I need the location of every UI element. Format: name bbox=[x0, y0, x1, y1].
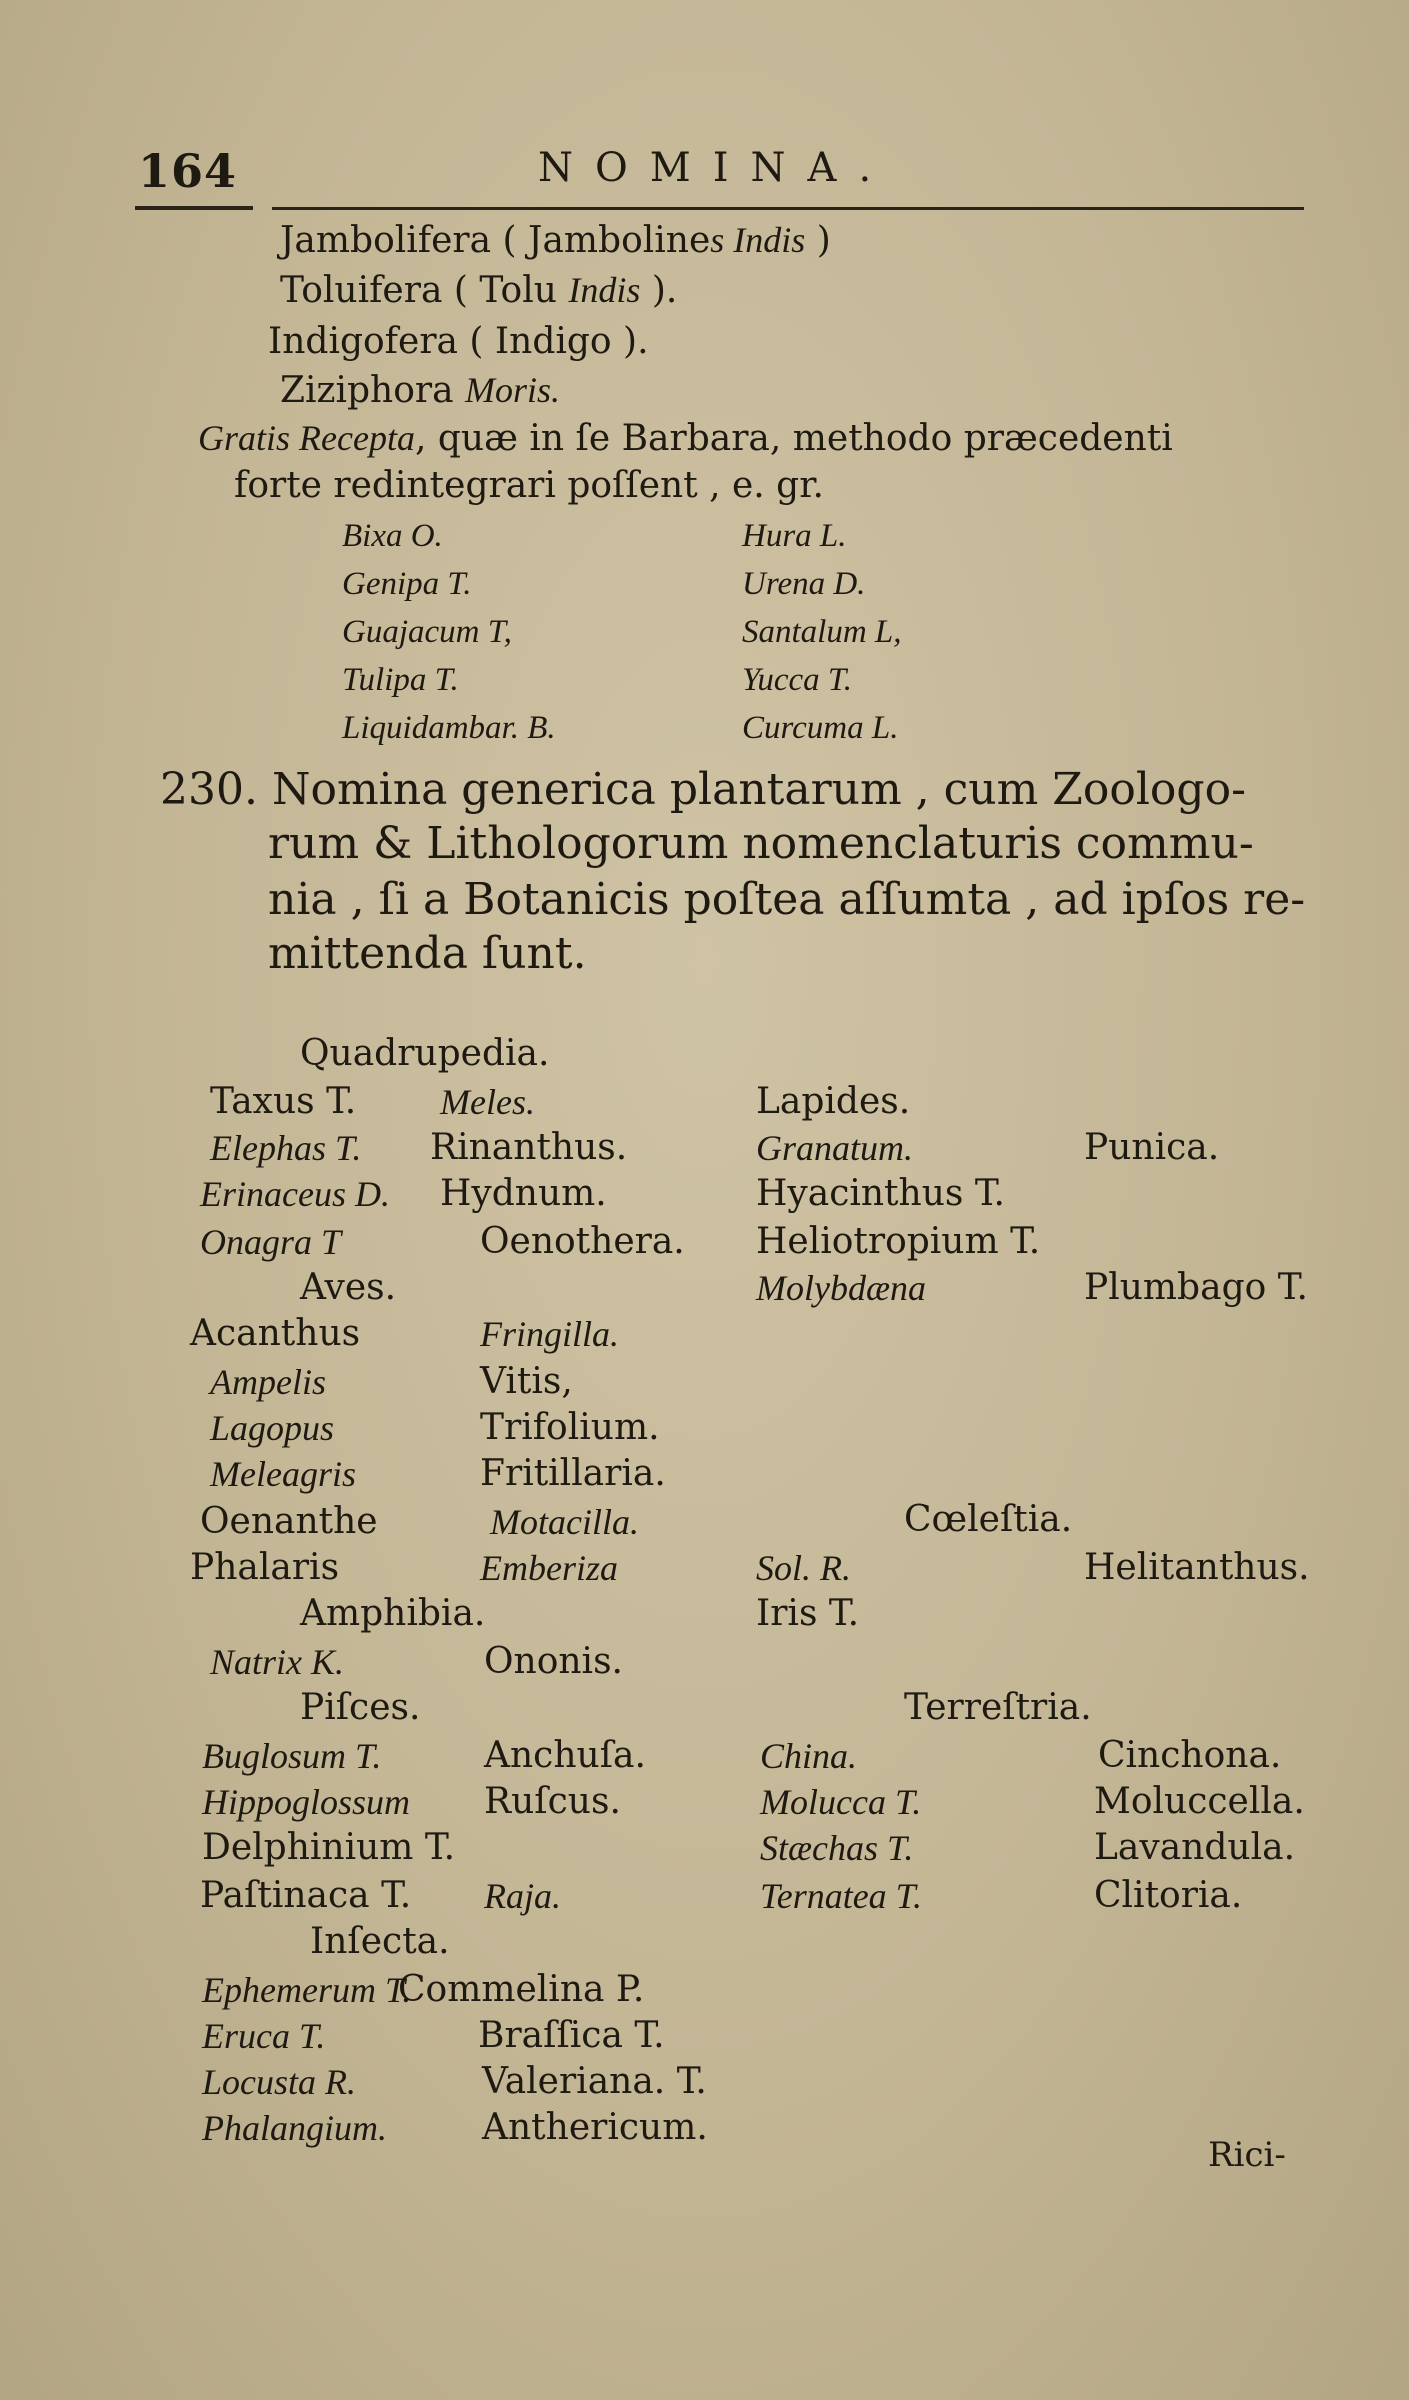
entry-animal: Elephas T. bbox=[210, 1128, 362, 1168]
gratis-pair-left: Tulipa T. bbox=[342, 662, 459, 698]
list-line-4 bbox=[280, 372, 560, 409]
entry-terrestrial: Ternatea T. bbox=[760, 1876, 923, 1916]
entry-plant: Cinchona. bbox=[1098, 1735, 1282, 1776]
heading-aves: Aves. bbox=[300, 1267, 397, 1308]
entry-terrestrial: China. bbox=[760, 1736, 858, 1776]
section-230-line-3: nia , ſi a Botanicis poſtea aſſumta , ad ipſos re- bbox=[268, 874, 1306, 925]
page-number: 164 bbox=[138, 144, 238, 198]
entry-animal: Erinaceus D. bbox=[200, 1174, 390, 1214]
gratis-pair-left: Bixa O. bbox=[342, 518, 443, 554]
entry-animal: Natrix K. bbox=[210, 1642, 345, 1682]
entry-plant: Raja. bbox=[484, 1876, 561, 1916]
entry-mineral: Granatum. bbox=[756, 1128, 914, 1168]
entry-plant: Anthericum. bbox=[482, 2107, 708, 2148]
list-line-3-roman: Indigofera ( Indigo ). bbox=[268, 321, 649, 362]
header-rule bbox=[272, 207, 1304, 210]
list-line-4-roman: Ziziphora bbox=[280, 370, 466, 411]
list-line-4-italic: Moris. bbox=[465, 370, 561, 410]
section-230-line-2: rum & Lithologorum nomenclaturis commu- bbox=[268, 818, 1254, 869]
entry-plant: Ononis. bbox=[484, 1641, 623, 1682]
heading-quadrupedia: Quadrupedia. bbox=[300, 1033, 550, 1074]
gratis-line-1 bbox=[198, 420, 1173, 457]
entry-plant: Lavandula. bbox=[1094, 1827, 1296, 1868]
entry-plant: Moluccella. bbox=[1094, 1781, 1305, 1822]
entry-plant: Anchuſa. bbox=[484, 1735, 646, 1776]
entry-terrestrial: Molucca T. bbox=[760, 1782, 922, 1822]
list-line-3 bbox=[268, 321, 649, 362]
entry-animal: Onagra T bbox=[200, 1222, 342, 1262]
entry-plant: Emberiza bbox=[480, 1548, 618, 1588]
entry-plant: Oenothera. bbox=[480, 1221, 685, 1262]
gratis-pair-left: Genipa T. bbox=[342, 566, 472, 602]
entry-animal: Paſtinaca T. bbox=[200, 1875, 412, 1916]
heading-amphibia: Amphibia. bbox=[300, 1593, 486, 1634]
entry-plant: Motacilla. bbox=[490, 1502, 639, 1542]
list-line-2-italic: Indis bbox=[568, 270, 641, 310]
entry-plant: Hydnum. bbox=[440, 1173, 607, 1214]
entry-plant: Ruſcus. bbox=[484, 1781, 621, 1822]
heading-terrestria: Terreſtria. bbox=[904, 1687, 1092, 1728]
catchword: Rici- bbox=[1208, 2135, 1286, 2175]
entry-celestial: Iris T. bbox=[756, 1593, 860, 1634]
entry-plant: Plumbago T. bbox=[1084, 1267, 1308, 1308]
entry-animal: Buglosum T. bbox=[202, 1736, 382, 1776]
gratis-pair-left: Guajacum T, bbox=[342, 614, 512, 650]
entry-plant: Fritillaria. bbox=[480, 1453, 666, 1494]
entry-plant: Commelina P. bbox=[398, 1969, 645, 2010]
entry-animal: Hippoglossum bbox=[202, 1782, 411, 1822]
entry-animal: Locusta R. bbox=[202, 2062, 357, 2102]
entry-animal: Ephemerum T. bbox=[202, 1970, 412, 2010]
entry-animal: Ampelis bbox=[210, 1362, 326, 1402]
heading-coelestia: Cœleſtia. bbox=[904, 1499, 1073, 1540]
list-line-2 bbox=[280, 272, 677, 309]
entry-animal: Taxus T. bbox=[210, 1081, 357, 1122]
list-line-2-tail: ). bbox=[640, 270, 678, 311]
entry-plant: Fringilla. bbox=[480, 1314, 620, 1354]
entry-plant: Vitis, bbox=[480, 1361, 573, 1402]
heading-insecta: Inſecta. bbox=[310, 1921, 450, 1962]
entry-celestial: Sol. R. bbox=[756, 1548, 851, 1588]
list-line-1 bbox=[280, 222, 831, 259]
entry-animal: Delphinium T. bbox=[202, 1827, 456, 1868]
gratis-pair-right: Curcuma L. bbox=[742, 710, 899, 746]
entry-plant: Valeriana. T. bbox=[482, 2061, 707, 2102]
running-title: NOMINA. bbox=[538, 145, 894, 191]
section-230-line-4: mittenda ſunt. bbox=[268, 928, 587, 979]
list-line-1-italic: s Indis bbox=[710, 220, 806, 260]
gratis-pair-left: Liquidambar. B. bbox=[342, 710, 556, 746]
entry-animal: Meleagris bbox=[210, 1454, 356, 1494]
list-line-1-tail: ) bbox=[805, 220, 831, 261]
gratis-pair-right: Urena D. bbox=[742, 566, 866, 602]
gratis-pair-right: Santalum L, bbox=[742, 614, 902, 650]
entry-mineral: Heliotropium T. bbox=[756, 1221, 1041, 1262]
entry-plant: Meles. bbox=[440, 1082, 535, 1122]
entry-plant: Clitoria. bbox=[1094, 1875, 1243, 1916]
entry-terrestrial: Stæchas T. bbox=[760, 1828, 914, 1868]
entry-animal: Phalangium. bbox=[202, 2108, 387, 2148]
entry-animal: Phalaris bbox=[190, 1547, 340, 1588]
entry-plant: Braſſica T. bbox=[478, 2015, 665, 2056]
gratis-pair-right: Yucca T. bbox=[742, 662, 853, 698]
entry-plant: Rinanthus. bbox=[430, 1127, 628, 1168]
heading-lapides: Lapides. bbox=[756, 1081, 911, 1122]
section-230-line-1: 230. Nomina generica plantarum , cum Zoologo- bbox=[160, 764, 1246, 815]
entry-plant: Helitanthus. bbox=[1084, 1547, 1310, 1588]
header-rule-left bbox=[135, 206, 253, 210]
entry-animal: Oenanthe bbox=[200, 1501, 378, 1542]
list-line-1-roman: Jambolifera ( Jamboline bbox=[280, 220, 711, 261]
gratis-rest: , quæ in ſe Barbara, methodo præcedenti bbox=[414, 418, 1173, 459]
entry-plant: Punica. bbox=[1084, 1127, 1220, 1168]
gratis-line-2: forte redintegrari poſſent , e. gr. bbox=[234, 465, 824, 506]
heading-pisces: Piſces. bbox=[300, 1687, 421, 1728]
entry-animal: Acanthus bbox=[190, 1313, 361, 1354]
entry-animal: Lagopus bbox=[210, 1408, 335, 1448]
entry-animal: Eruca T. bbox=[202, 2016, 326, 2056]
entry-plant: Trifolium. bbox=[480, 1407, 660, 1448]
list-line-2-roman: Toluifera ( Tolu bbox=[280, 270, 569, 311]
entry-mineral: Hyacinthus T. bbox=[756, 1173, 1005, 1214]
gratis-pair-right: Hura L. bbox=[742, 518, 847, 554]
gratis-italic: Gratis Recepta bbox=[198, 418, 415, 458]
entry-mineral: Molybdæna bbox=[756, 1268, 926, 1308]
